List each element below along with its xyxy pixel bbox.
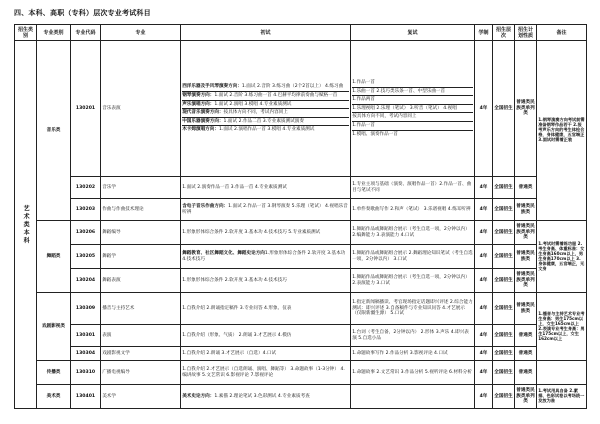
major-category-cell: 戏剧影视类 (37, 293, 71, 361)
retest-item: 1.模唱、演奏作品一首 (352, 130, 473, 138)
table-row (15, 199, 587, 221)
level-cell: 全国招生 (493, 293, 515, 325)
initial-exam-cell (181, 221, 351, 245)
level-cell: 全国招生 (493, 361, 515, 385)
table-row (15, 245, 587, 269)
major-name-cell: 戏剧影视文学 (101, 347, 181, 361)
major-name-cell: 舞蹈编导 (101, 221, 181, 245)
retest-item: 1.舞蹈作品或舞蹈组合展示（考生自选一项，2分钟以内） 2.编舞能力 3.表演能力 4.口试 (352, 227, 470, 238)
remarks-cell (537, 361, 587, 385)
initial-exam-text: 1.面试 2.作品二首 3.专业素质测试演奏 (223, 118, 304, 124)
retest-cell (351, 361, 475, 385)
major-category-cell: 音乐类 (37, 41, 71, 221)
plan-nature-cell: 普通类 (515, 347, 537, 361)
major-name-cell: 音乐学 (101, 177, 181, 199)
retest-cell (351, 41, 475, 177)
table-row (15, 293, 587, 325)
retest-item: 1.舞蹈作品或舞蹈组合展示（考生自选一项，2分钟以内） 2.表演能力 3.口试 (352, 275, 470, 286)
retest-item: 1.乐理视唱 2.乐理（笔试） 3.听音（笔试） 4.视唱 (352, 104, 473, 112)
initial-exam-direction: 美术史论方向： (182, 393, 215, 399)
level-cell: 全国招生 (493, 347, 515, 361)
initial-exam-item (182, 125, 349, 133)
retest-cell (351, 245, 475, 269)
major-name-cell: 舞蹈表演 (101, 269, 181, 293)
initial-exam-item (182, 251, 349, 262)
initial-exam-cell (181, 325, 351, 347)
initial-exam-text: 1.面试 2.演唱作品一首 3.模唱 4.专业素质测试 (218, 127, 315, 133)
initial-exam-direction: 舞蹈教育、社区舞蹈文化、舞蹈史论方向 (182, 251, 265, 257)
table-row (15, 221, 587, 245)
major-code-cell: 130310 (71, 361, 101, 385)
retest-item: 1.专业主项与基础（演奏、演唱作品一首）2.作品一首、曲目与笔试不同 (352, 182, 472, 193)
plan-nature-cell: 普通类民族类单列类 (515, 385, 537, 409)
major-code-cell: 130201 (71, 41, 101, 177)
initial-exam-text: 1.形象形体综合条件 2.软开度 3.基本功 4.技术技巧 5.专业素质测试 (182, 229, 321, 235)
remarks-cell: 1.考试时需着练功服 2.考生身高、体重标准：女生身高160cm以上，男生身高170cm以上 3.身体健康，五官端正，无文身 (537, 221, 587, 293)
level-cell: 全国招生 (493, 325, 515, 347)
initial-exam-cell (181, 199, 351, 221)
major-name-cell: 作曲与作曲技术理论 (101, 199, 181, 221)
initial-exam-direction: 中国乐器演奏方向： (182, 118, 224, 124)
major-name-cell: 播音与主持艺术 (101, 293, 181, 325)
initial-exam-text: 1.素描 2.理论笔试 3.色彩测试 4.专业素质考查 (214, 393, 310, 399)
initial-exam-direction: 含电子音乐作曲方向： (182, 204, 229, 210)
retest-item: 1.乐曲一首 2.技巧类乐条一首、中型乐曲一首 (352, 87, 473, 95)
initial-exam-text: 按具体方向不同，考试内容同上 (223, 110, 288, 116)
initial-exam-text: 1.自我介绍 2.朗诵 3.才艺展示（自选）4.口试 (182, 350, 277, 356)
major-category-cell: 舞蹈类 (37, 221, 71, 293)
initial-exam-text: 1.面试 2.演奏作品一首 3.作品一首 4.专业素质测试 (182, 184, 287, 190)
initial-exam-text: 1.面试 2.作品一首 3.钢琴演奏 5.乐理（笔试） 4.视唱乐音听辨 (182, 204, 348, 215)
major-code-cell: 130401 (71, 385, 101, 409)
retest-item: 1.作品一首 (352, 121, 473, 129)
major-name-cell: 表演 (101, 325, 181, 347)
table-row (15, 361, 587, 385)
initial-exam-direction: 声乐演唱方向： (182, 101, 215, 107)
major-name-cell: 音乐表演 (101, 41, 181, 177)
major-name-cell: 美术学 (101, 385, 181, 409)
initial-exam-direction: 西洋乐器及手风琴演奏方向： (182, 84, 242, 90)
major-code-cell: 130206 (71, 221, 101, 245)
initial-exam-cell (181, 245, 351, 269)
level-cell: 全国招生 (493, 199, 515, 221)
header-level: 招生层次 (493, 25, 515, 41)
initial-exam-item (182, 100, 349, 108)
plan-nature-cell: 普通类民族类单列类 (515, 269, 537, 293)
initial-exam-direction: 木卡姆演唱方向： (182, 127, 219, 133)
major-code-cell: 130304 (71, 347, 101, 361)
initial-exam-text: 1.自我介绍（形象、气质） 2.朗诵 3.才艺展示 4.模仿 (182, 332, 292, 338)
years-cell: 4年 (475, 293, 493, 325)
header-remarks: 备注 (537, 25, 587, 41)
major-name-cell: 广播电视编导 (101, 361, 181, 385)
level-cell: 全国招生 (493, 221, 515, 245)
retest-cell (351, 385, 475, 409)
retest-cell (351, 177, 475, 199)
initial-exam-cell (181, 41, 351, 177)
initial-exam-cell (181, 347, 351, 361)
initial-exam-direction: 现代音乐演奏方向： (182, 110, 224, 116)
header-years: 学制 (475, 25, 493, 41)
header-initial-exam: 初试 (181, 25, 351, 41)
header-enroll-type: 招生类别 (15, 25, 37, 41)
initial-exam-text: 1.面试 2.演唱 3.模唱 4.专业素质测试 (214, 101, 292, 107)
initial-exam-item (182, 278, 349, 284)
retest-cell (351, 325, 475, 347)
level-cell: 全国招生 (493, 41, 515, 177)
retest-item: 1.命题故事写作 2.作品分析 3.影视评论 4.口试 (352, 350, 448, 356)
level-cell: 全国招生 (493, 385, 515, 409)
years-cell: 4年 (475, 41, 493, 177)
table-row (15, 347, 587, 361)
initial-exam-direction: 钢琴演奏方向： (182, 93, 215, 98)
initial-exam-item (182, 185, 349, 191)
major-category-cell: 美术类 (37, 385, 71, 409)
major-code-cell: 130205 (71, 245, 101, 269)
retest-item: 1.作品一首 (352, 80, 375, 86)
initial-exam-text: 1.面试 2.音阶 3.练习曲（2个2首以上） 4.练习曲 (241, 84, 344, 90)
table-row (15, 385, 587, 409)
plan-nature-cell: 普通类民族类 (515, 245, 537, 269)
initial-exam-item (182, 117, 349, 125)
major-code-cell: 130309 (71, 293, 101, 325)
initial-exam-item (182, 367, 349, 378)
retest-item: 1.舞蹈作品或舞蹈组合展示 2.舞蹈理论知识笔试（考生自选一项，2分钟以内） 3.口试 (352, 251, 473, 262)
retest-item: 按具体方向不同，考试内容同上 (352, 112, 473, 120)
header-retest: 复试 (351, 25, 475, 41)
table-row (15, 269, 587, 293)
years-cell: 4年 (475, 221, 493, 245)
initial-exam-cell (181, 385, 351, 409)
table-row (15, 325, 587, 347)
initial-exam-item (182, 351, 349, 357)
initial-exam-cell (181, 293, 351, 325)
years-cell: 4年 (475, 361, 493, 385)
years-cell: 4年 (475, 385, 493, 409)
major-code-cell: 130204 (71, 269, 101, 293)
table-row (15, 41, 587, 177)
initial-exam-item (182, 108, 349, 116)
plan-nature-cell: 普通类民族类 (515, 199, 537, 221)
retest-item: 1.单件奏歌曲写作 2.和声（笔试） 3.乐谱视唱 4.练耳听辨 (352, 206, 471, 212)
initial-exam-item (182, 394, 349, 400)
level-cell: 全国招生 (493, 245, 515, 269)
initial-exam-item (182, 204, 349, 215)
major-code-cell: 130202 (71, 177, 101, 199)
initial-exam-text: 1.面试 2.音阶 3.练习曲一首 4.巴赫平均律前奏曲与赋格一首 (214, 93, 338, 98)
initial-exam-text: 1.形象形体综合条件 2.软开度 3.基本功 4.技术技巧 (182, 277, 287, 283)
initial-exam-text: 1.形象形体综合条件 2.软开度 3.基本功 4.技术技巧 (182, 251, 346, 262)
years-cell: 4年 (475, 199, 493, 221)
major-code-cell: 130301 (71, 325, 101, 347)
top-category-cell (15, 41, 37, 409)
retest-cell (351, 347, 475, 361)
retest-item: 1.指定新闻稿播读、考官现场指定话题即兴评述 2.综合能力测试：即兴评述 3.自备稿件与专业知识问答 4.才艺展示（仅限新疆生源） 5.口试 (352, 300, 473, 317)
plan-nature-cell: 普通类民族类 (515, 293, 537, 325)
page-title: 四、本科、高职（专科）层次专业考试科目 (14, 9, 151, 17)
initial-exam-item (182, 84, 349, 90)
initial-exam-item (182, 91, 349, 99)
retest-item: 1.作品两首 (352, 95, 473, 103)
years-cell: 4年 (475, 325, 493, 347)
remarks-cell: 1.考试用具自备 2.素描、色彩试卷以考场统一发放为准 (537, 385, 587, 409)
years-cell: 4年 (475, 347, 493, 361)
initial-exam-cell (181, 177, 351, 199)
table-row (15, 177, 587, 199)
initial-exam-item (182, 306, 349, 312)
remarks-cell: 1.播音与主持艺术专业考生身高：男生175cm以上，女生165cm以上 2.表演专业考生身高：男生175cm以上，女生162cm以上 (537, 293, 587, 361)
retest-item: 1.命题故事 2.文艺常识 3.作品分析 5.视听评论 6.材料分析 (352, 369, 472, 375)
plan-nature-cell: 普通类 (515, 361, 537, 385)
exam-subjects-table (14, 24, 587, 409)
major-category-cell: 传播类 (37, 361, 71, 385)
years-cell: 4年 (475, 269, 493, 293)
retest-cell (351, 293, 475, 325)
major-name-cell: 舞蹈学 (101, 245, 181, 269)
initial-exam-text: 1.自我介绍 2.才艺展示（自选朗诵、演唱、舞蹈等） 3.命题故事（1-3分钟） 4.编讲故事 5.文艺常识 6.影视评论 7.影视评论 (182, 367, 345, 378)
remarks-cell: 1.钢琴演奏方向考试前需准备钢琴作品若干 2.报考声乐方向的考生体检合格，身体健康，五官端正 3.面试时需着正装 (537, 41, 587, 221)
header-major-code: 专业代码 (71, 25, 101, 41)
plan-nature-cell: 普通类民族类单列类 (515, 221, 537, 245)
retest-item: 1.台词（考生自备，2分钟以内） 2.形体 3.声乐 4.即兴表演 5.自选小品 (352, 330, 469, 341)
retest-cell (351, 199, 475, 221)
initial-exam-item (182, 230, 349, 236)
years-cell: 4年 (475, 177, 493, 199)
plan-nature-cell: 普通类民族类单列类 (515, 41, 537, 177)
years-cell: 4年 (475, 245, 493, 269)
level-cell: 全国招生 (493, 177, 515, 199)
initial-exam-text: 1.自我介绍 2.朗诵指定稿件 3.专业问答 4.形象、仪表 (182, 305, 292, 311)
initial-exam-cell (181, 269, 351, 293)
header-plan-nature: 招生计划性质 (515, 25, 537, 41)
retest-cell (351, 221, 475, 245)
plan-nature-cell: 普通类 (515, 325, 537, 347)
initial-exam-cell (181, 361, 351, 385)
initial-exam-item (182, 333, 349, 339)
header-major: 专业 (101, 25, 181, 41)
retest-cell (351, 269, 475, 293)
major-code-cell: 130203 (71, 199, 101, 221)
table-header-row (15, 25, 587, 41)
header-major-category: 专业类别 (37, 25, 71, 41)
plan-nature-cell: 普通类 (515, 177, 537, 199)
level-cell: 全国招生 (493, 269, 515, 293)
top-category-label: 艺术类本科 (22, 204, 30, 245)
